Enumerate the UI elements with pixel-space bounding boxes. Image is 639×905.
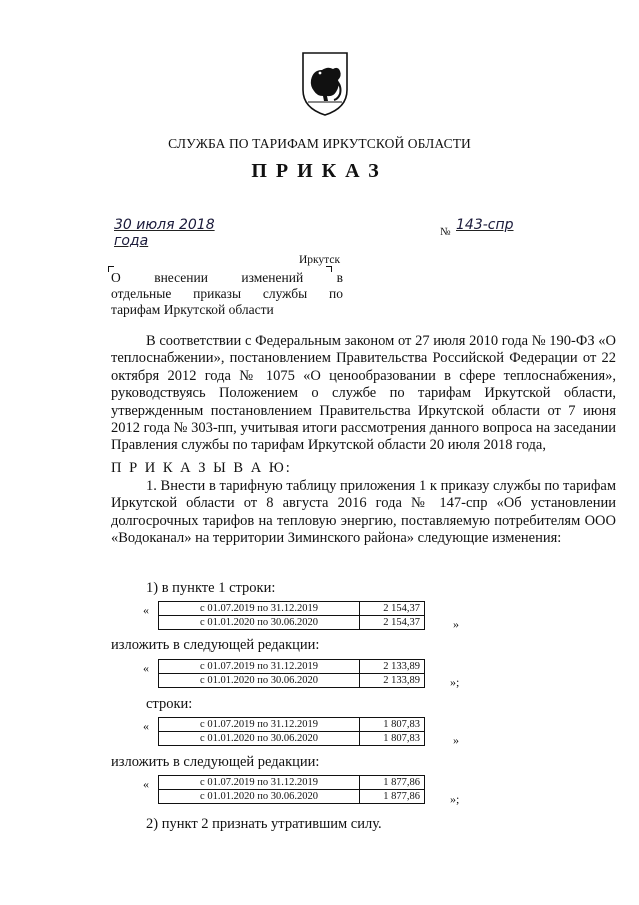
open-quote: « <box>143 719 149 733</box>
period-cell: с 01.01.2020 по 30.06.2020 <box>159 616 360 630</box>
period-cell: с 01.07.2019 по 31.12.2019 <box>159 602 360 616</box>
value-cell: 1 807,83 <box>360 732 425 746</box>
subject-line-3: тарифам Иркутской области <box>111 302 274 317</box>
close-quote: » <box>453 617 459 631</box>
coat-of-arms-icon <box>300 50 350 118</box>
rows-label: строки: <box>146 696 193 712</box>
value-cell: 2 154,37 <box>360 616 425 630</box>
period-cell: с 01.01.2020 по 30.06.2020 <box>159 732 360 746</box>
number-label: № <box>440 226 451 238</box>
order-date: 30 июля 2018 года <box>114 217 215 249</box>
close-quote: » <box>453 733 459 747</box>
table-row <box>159 616 425 630</box>
city: Иркутск <box>298 254 341 266</box>
sub-item-1: 1) в пункте 1 строки: <box>146 580 276 596</box>
order-number: 143-спр <box>456 217 514 233</box>
value-cell: 2 154,37 <box>360 602 425 616</box>
restate-label-1: изложить в следующей редакции: <box>111 637 320 653</box>
period-cell: с 01.07.2019 по 31.12.2019 <box>159 660 360 674</box>
period-cell: с 01.01.2020 по 30.06.2020 <box>159 674 360 688</box>
open-quote: « <box>143 661 149 675</box>
period-cell: с 01.01.2020 по 30.06.2020 <box>159 790 360 804</box>
tariff-table-new-2 <box>158 775 425 804</box>
value-cell: 1 877,86 <box>360 790 425 804</box>
table-row <box>159 776 425 790</box>
restate-label-2: изложить в следующей редакции: <box>111 754 320 770</box>
value-cell: 1 877,86 <box>360 776 425 790</box>
close-quote-semicolon: »; <box>450 792 460 806</box>
agency-name: СЛУЖБА ПО ТАРИФАМ ИРКУТСКОЙ ОБЛАСТИ <box>168 136 471 151</box>
close-quote-semicolon: »; <box>450 675 460 689</box>
subject-bracket-right <box>326 266 332 272</box>
table-row <box>159 674 425 688</box>
order-subject <box>111 270 343 318</box>
subject-line-2: отдельные приказы службы по <box>111 286 343 301</box>
document-title: ПРИКАЗ <box>251 160 388 182</box>
subject-line-1: О внесении изменений в <box>111 270 343 285</box>
subject-bracket-left <box>108 266 114 272</box>
order-word: П Р И К А З Ы В А Ю: <box>111 460 292 476</box>
open-quote: « <box>143 777 149 791</box>
value-cell: 1 807,83 <box>360 718 425 732</box>
item-1: 1. Внести в тарифную таблицу приложения 1 к приказу службы по тарифам Иркутской области от 8 августа 2016 года № 147-спр «Об установлении долгосрочных тарифов на тепловую энергию, поставляемую потребителям ООО «Водоканал» на территории Зиминского района» следующие изменения: <box>111 478 616 547</box>
table-row <box>159 718 425 732</box>
value-cell: 2 133,89 <box>360 660 425 674</box>
item-2: 2) пункт 2 признать утратившим силу. <box>146 816 382 832</box>
table-row <box>159 790 425 804</box>
open-quote: « <box>143 603 149 617</box>
tariff-table-old-1 <box>158 601 425 630</box>
table-row <box>159 732 425 746</box>
table-row <box>159 660 425 674</box>
period-cell: с 01.07.2019 по 31.12.2019 <box>159 718 360 732</box>
table-row <box>159 602 425 616</box>
value-cell: 2 133,89 <box>360 674 425 688</box>
period-cell: с 01.07.2019 по 31.12.2019 <box>159 776 360 790</box>
tariff-table-new-1 <box>158 659 425 688</box>
preamble-paragraph: В соответствии с Федеральным законом от 27 июля 2010 года № 190-ФЗ «О теплоснабжении», постановлением Правительства Российской Федерации от 22 октября 2012 года № 1075 «О ценообразовании в сфере теплоснабжения», руководствуясь Положением о службе по тарифам Иркутской области, утвержденным постановлением Правительства Иркутской области от 7 июня 2012 года № 303-пп, учитывая итоги рассмотрения данного вопроса на заседании Правления службы по тарифам Иркутской области 20 июля 2018 года, <box>111 333 616 454</box>
tariff-table-old-2 <box>158 717 425 746</box>
